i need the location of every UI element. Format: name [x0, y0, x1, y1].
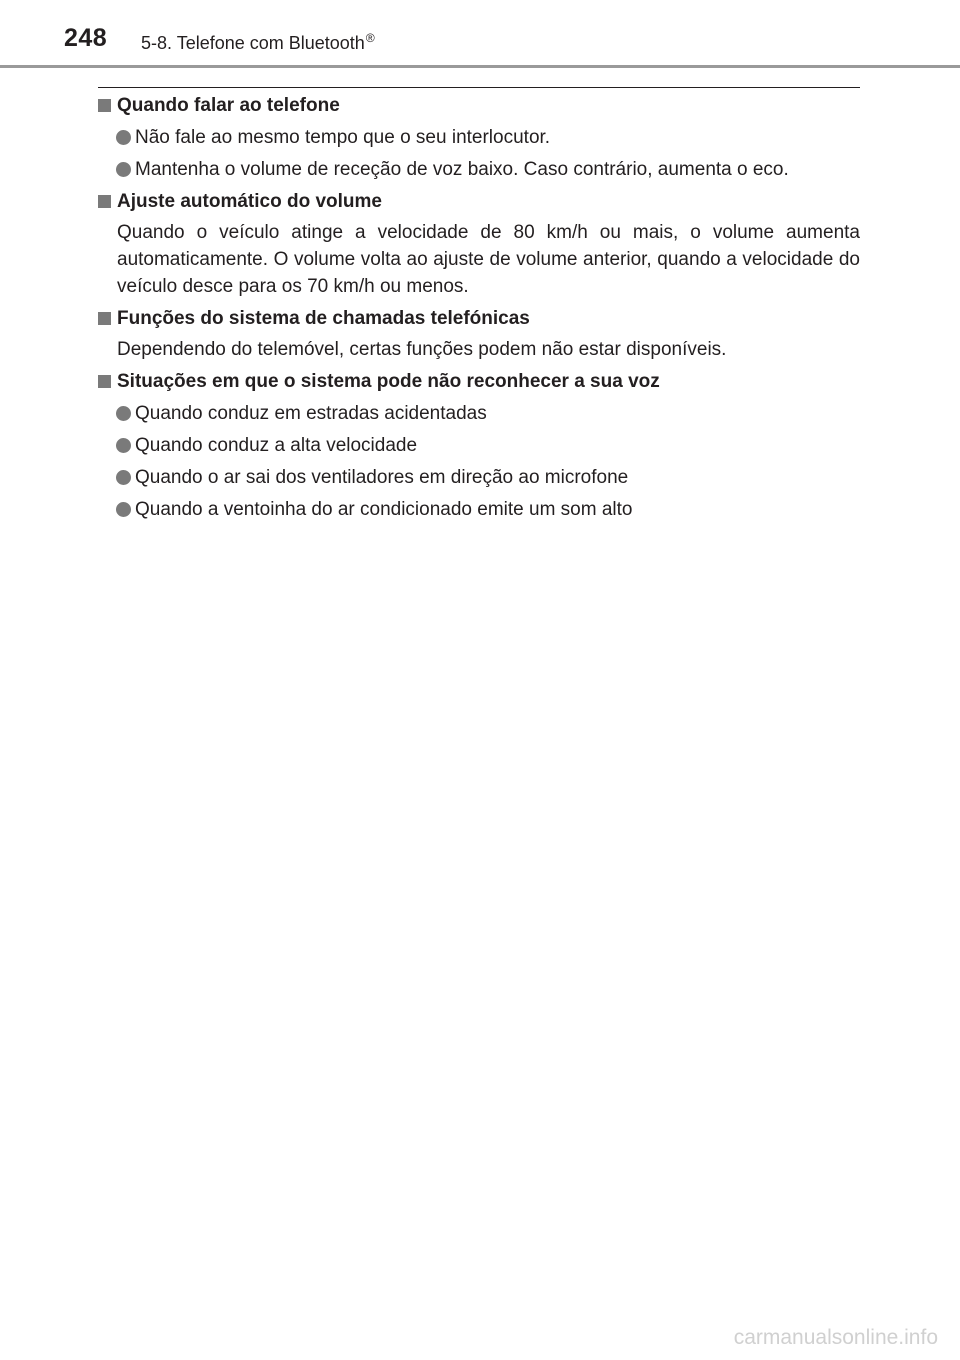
list-item — [98, 400, 860, 427]
section-heading — [98, 305, 860, 332]
section-heading — [98, 188, 860, 215]
square-bullet-icon — [98, 375, 111, 388]
round-bullet-icon — [116, 470, 131, 485]
round-bullet-icon — [116, 502, 131, 517]
watermark-link[interactable]: carmanualsonline.info — [733, 1326, 938, 1349]
heading-text: Funções do sistema de chamadas telefónicas — [117, 308, 530, 329]
round-bullet-icon — [116, 406, 131, 421]
list-item-text: Quando conduz a alta velocidade — [135, 435, 418, 456]
list-item — [98, 432, 860, 459]
square-bullet-icon — [98, 195, 111, 208]
page-number: 248 — [64, 24, 108, 52]
list-item-text: Quando a ventoinha do ar condicionado emite um som alto — [135, 499, 633, 520]
heading-text: Quando falar ao telefone — [117, 95, 340, 116]
section-paragraph: Quando o veículo atinge a velocidade de 80 km/h ou mais, o volume aumenta automaticamente. O volume volta ao ajuste de volume anterior, quando a velocidade do veículo desce para os 70 km/h ou menos. — [117, 222, 860, 297]
list-item-text: Não fale ao mesmo tempo que o seu interlocutor. — [135, 127, 551, 148]
section-heading — [98, 92, 860, 119]
page-header — [0, 0, 960, 70]
section-paragraph: Dependendo do telemóvel, certas funções podem não estar disponíveis. — [117, 339, 727, 360]
round-bullet-icon — [116, 162, 131, 177]
round-bullet-icon — [116, 130, 131, 145]
list-item-text: Quando o ar sai dos ventiladores em direção ao microfone — [135, 467, 629, 488]
list-item — [98, 464, 860, 491]
section-title-text: 5-8. Telefone com Bluetooth — [141, 33, 365, 53]
square-bullet-icon — [98, 312, 111, 325]
page-content — [98, 92, 860, 523]
content-divider — [98, 87, 860, 88]
heading-text: Ajuste automático do volume — [117, 191, 382, 212]
section-title — [141, 31, 375, 54]
registered-trademark: ® — [365, 31, 375, 45]
list-item — [98, 156, 860, 183]
list-item — [98, 496, 860, 523]
list-item — [98, 124, 860, 151]
header-divider — [0, 65, 960, 68]
square-bullet-icon — [98, 99, 111, 112]
section-heading — [98, 368, 860, 395]
list-item-text: Mantenha o volume de receção de voz baixo. Caso contrário, aumenta o eco. — [135, 159, 789, 180]
heading-text: Situações em que o sistema pode não reconhecer a sua voz — [117, 371, 660, 392]
list-item-text: Quando conduz em estradas acidentadas — [135, 403, 487, 424]
round-bullet-icon — [116, 438, 131, 453]
